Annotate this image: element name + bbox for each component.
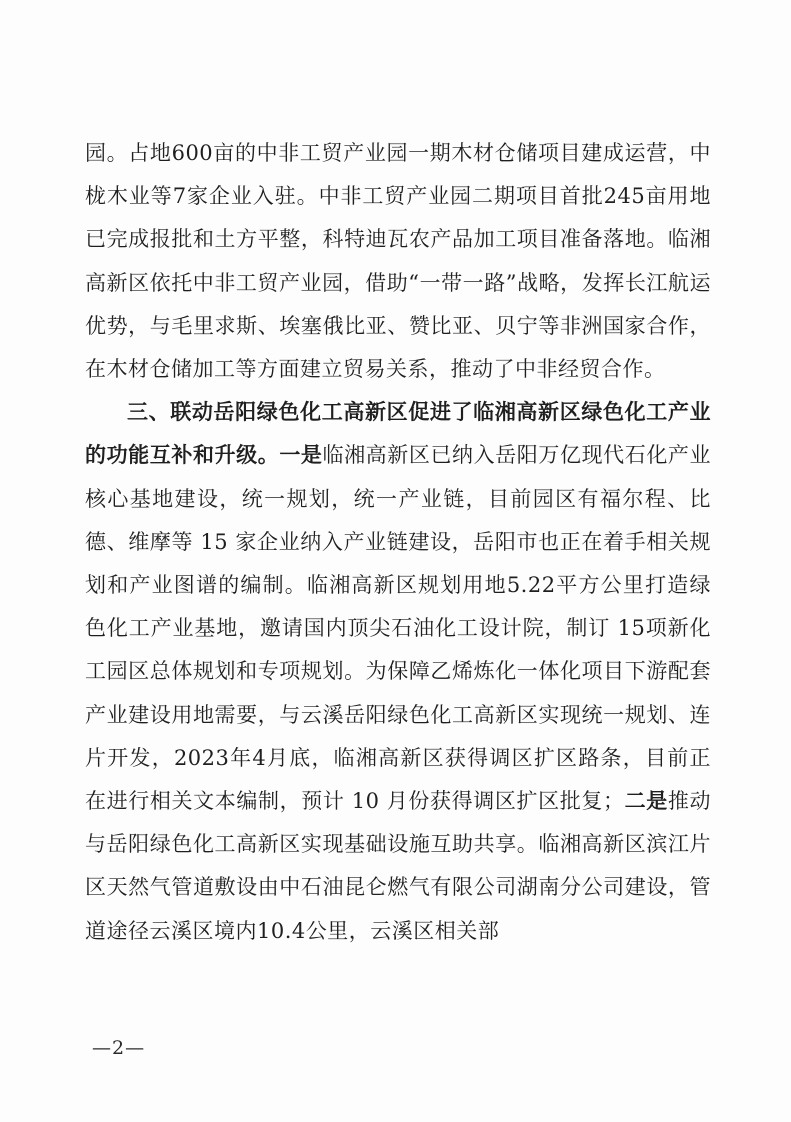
paragraph-section-three (85, 391, 711, 953)
point-one-text: 临湘高新区已纳入岳阳万亿现代石化产业核心基地建设，统一规划，统一产业链，目前园区有福尔程、比德、维摩等 15 家企业纳入产业链建设，岳阳市也正在着手相关规划和产业图谱的编制。临湘高新区规划用地5.22平方公里打造绿色化工产业基地，邀请国内顶尖石油化工设计院，制订 15项新化工园区总体规划和专项规划。为保障乙烯炼化一体化项目下游配套产业建设用地需要，与云溪岳阳绿色化工高新区实现统一规划、连片开发，2023年4月底，临湘高新区获得调区扩区路条，目前正在进行相关文本编制，预计 10 月份获得调区扩区批复； (85, 443, 712, 814)
section-heading: 三、联动岳阳绿色化工高新区促进了临湘高新区绿色化工产业的功能互补和升级。 (85, 400, 711, 468)
page-number: —2— (92, 1037, 146, 1059)
point-two-label: 二是 (624, 789, 668, 814)
point-one-label: 一是 (279, 443, 323, 468)
paragraph-continuation: 园。占地600亩的中非工贸产业园一期木材仓储项目建成运营，中栊木业等7家企业入驻。中非工贸产业园二期项目首批245亩用地已完成报批和土方平整，科特迪瓦农产品加工项目准备落地。临湘高新区依托中非工贸产业园，借助“一带一路”战略，发挥长江航运优势，与毛里求斯、埃塞俄比亚、赞比亚、贝宁等非洲国家合作，在木材仓储加工等方面建立贸易关系，推动了中非经贸合作。 (85, 141, 711, 382)
point-two-text: 推动与岳阳绿色化工高新区实现基础设施互助共享。临湘高新区滨江片区天然气管道敷设由中石油昆仑燃气有限公司湖南分公司建设，管道途径云溪区境内10.4公里，云溪区相关部 (85, 789, 712, 943)
document-body (85, 132, 711, 953)
